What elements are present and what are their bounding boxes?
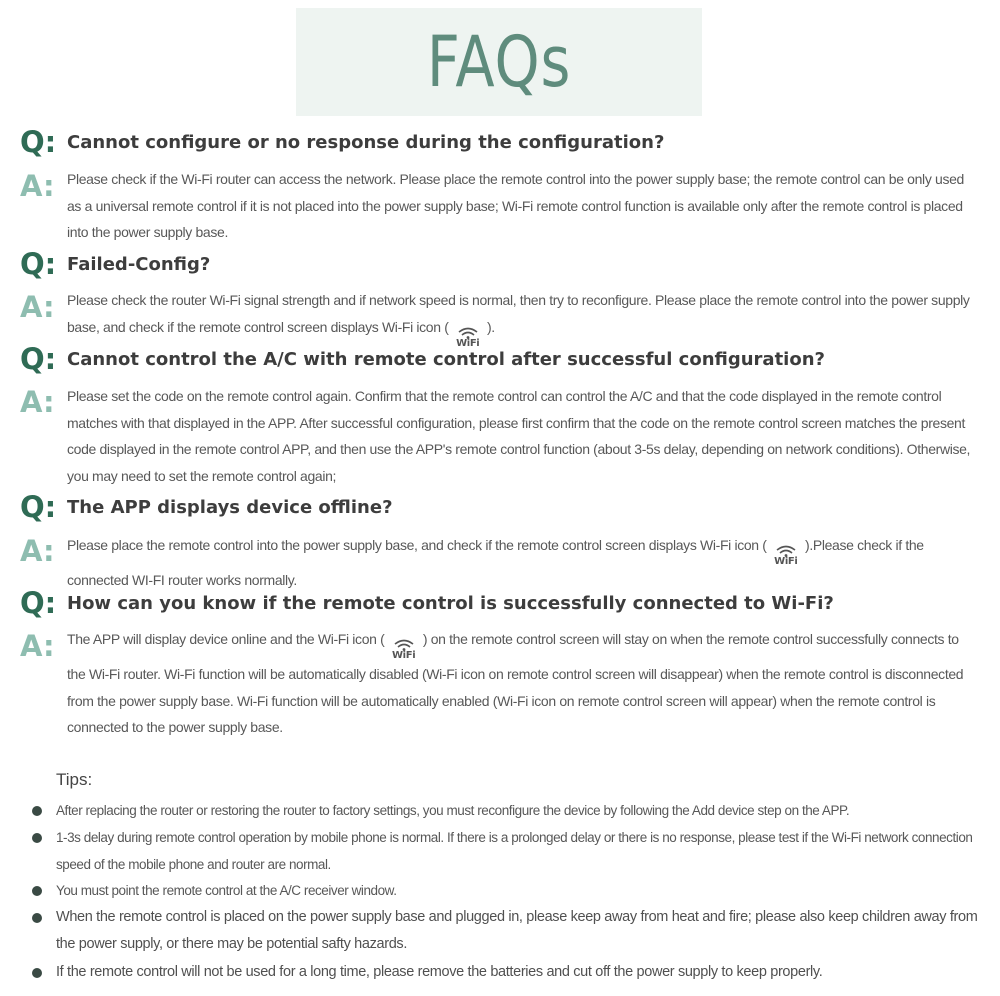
- tip-text: After replacing the router or restoring the router to factory settings, you must reconfigure the device by following the Add device step on the APP.: [56, 803, 850, 818]
- question-text: Failed-Config?: [67, 254, 211, 275]
- wifi-icon-label: WiFi: [774, 556, 798, 567]
- wifi-icon-label: WiFi: [391, 650, 416, 661]
- question-text: Cannot control the A/C with remote control after successful configuration?: [67, 349, 825, 370]
- answer-text: [67, 626, 972, 741]
- answer-mark: A:: [20, 534, 55, 568]
- answer-text: Please check if the Wi-Fi router can access the network. Please place the remote control into the power supply base; the remote control can be only used as a universal remote control if it is not placed into the power supply base; Wi-Fi remote control function is available only after the remote control is placed into the power supply base.: [67, 171, 964, 240]
- bullet-icon: [32, 913, 42, 923]
- answer-text-part: ).Please check if the connected WI-FI router works normally.: [67, 537, 924, 588]
- bullet-icon: [32, 968, 42, 978]
- answer-mark: A:: [20, 169, 55, 203]
- tip-text: 1-3s delay during remote control operation by mobile phone is normal. If there is a prolonged delay or there is no response, please test if the Wi-Fi network connection speed of the mobile phone and router are normal.: [56, 830, 973, 872]
- answer-text: [67, 287, 972, 349]
- tip-text: When the remote control is placed on the power supply base and plugged in, please keep away from heat and fire; please also keep children away from the power supply, or there may be potential safty hazards.: [56, 909, 978, 952]
- bullet-icon: [32, 806, 42, 816]
- answer-text-part: Please check the router Wi-Fi signal strength and if network speed is normal, then try to reconfigure. Please place the remote control into the power supply base, and check if the remote control screen displays Wi-Fi icon (: [67, 292, 970, 335]
- bullet-icon: [32, 833, 42, 843]
- wifi-icon: [456, 327, 479, 349]
- question-mark: Q:: [20, 586, 57, 620]
- tip-text: You must point the remote control at the A/C receiver window.: [56, 883, 397, 898]
- wifi-icon: [392, 639, 415, 661]
- answer-mark: A:: [20, 629, 55, 663]
- page-title: FAQs: [426, 21, 572, 103]
- answer-text-part: The APP will display device online and the Wi-Fi icon (: [67, 631, 385, 647]
- answer-text: [67, 532, 972, 594]
- question-mark: Q:: [20, 125, 57, 159]
- tips-heading: Tips:: [56, 770, 93, 789]
- wifi-icon: [774, 545, 797, 567]
- question-text: Cannot configure or no response during the configuration?: [67, 132, 665, 153]
- tip-text: If the remote control will not be used for a long time, please remove the batteries and cut off the power supply to keep properly.: [56, 964, 823, 980]
- bullet-icon: [32, 886, 42, 896]
- question-mark: Q:: [20, 490, 57, 524]
- answer-mark: A:: [20, 290, 55, 324]
- title-banner: [296, 8, 702, 116]
- answer-text-part: ) on the remote control screen will stay on when the remote control successfully connects to the Wi-Fi router. Wi-Fi function will be automatically disabled (Wi-Fi icon on remote control screen will disappear) when the remote control is disconnected from the power supply base. Wi-Fi function will be automatically enabled (Wi-Fi icon on remote control screen will appear) when the remote control is connected to the power supply base.: [67, 631, 964, 735]
- question-mark: Q:: [20, 247, 57, 281]
- answer-text-part: ).: [486, 318, 495, 335]
- question-mark: Q:: [20, 342, 57, 376]
- answer-mark: A:: [20, 385, 55, 419]
- question-text: The APP displays device offline?: [67, 497, 393, 518]
- answer-text: Please set the code on the remote control again. Confirm that the remote control can control the A/C and that the code displayed in the remote control matches with that displayed in the APP. After successful configuration, please first confirm that the code on the remote control screen matches the present code displayed in the remote control APP, and then use the APP's remote control function (about 3-5s delay, depending on network conditions). Otherwise, you may need to set the remote control again;: [67, 388, 971, 484]
- wifi-icon-label: WiFi: [456, 337, 480, 349]
- question-text: How can you know if the remote control is successfully connected to Wi-Fi?: [67, 593, 834, 614]
- answer-text-part: Please place the remote control into the power supply base, and check if the remote control screen displays Wi-Fi icon (: [67, 537, 767, 553]
